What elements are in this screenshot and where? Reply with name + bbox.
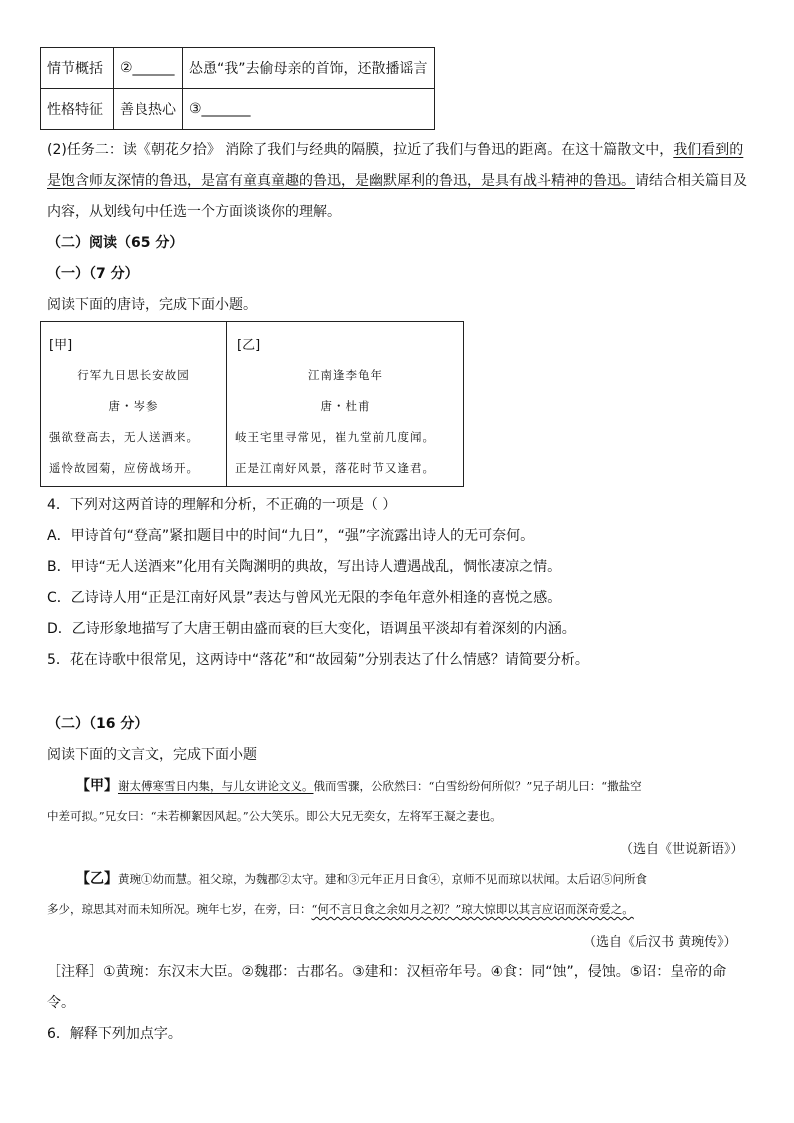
passage-jia-label: 【甲】: [76, 778, 118, 794]
notes-line1: ［注释］①黄琬：东汉末大臣。②魏郡：古郡名。③建和：汉桓帝年号。④食：同“蚀”，侵蚀。⑤诏：皇帝的命: [47, 964, 727, 980]
task2-line2: [47, 171, 747, 191]
passage-jia-source: （选自《世说新语》）: [620, 842, 744, 857]
task2-underlined: 我们看到的: [673, 142, 744, 158]
passage-jia-line1: [76, 776, 642, 796]
passage-jia-underlined: 谢太傅寒雪日内集，与儿女讲论文义。: [118, 779, 314, 793]
character-table: [40, 47, 435, 130]
poem-a-line2: 遥怜故园菊，应傍战场开。: [49, 461, 199, 475]
passage-yi-text: 黄琬①幼而慧。祖父琼，为魏郡②太守。建和③元年正月日食④，京师不见而琼以状闻。太后诏⑤问所食: [118, 872, 647, 886]
section-reading-heading: （二）阅读（65 分）: [47, 235, 184, 251]
question-6: 6．解释下列加点字。: [47, 1026, 182, 1042]
poem-b-tag: [乙]: [237, 338, 261, 353]
poem-b-line2: 正是江南好风景，落花时节又逢君。: [235, 461, 435, 475]
poem-b: [227, 322, 464, 486]
table-cell-blank[interactable]: ②______: [114, 48, 183, 89]
table-cell-trait: 善良热心: [114, 89, 183, 130]
task2-underlined: 是饱含师友深情的鲁迅，是富有童真童趣的鲁迅，是幽默犀利的鲁迅，是具有战斗精神的鲁迅。: [47, 173, 635, 189]
passage-yi-text: 多少，琼思其对而未知所况。琬年七岁，在旁，曰：: [47, 902, 312, 916]
poem-a-tag: [甲]: [49, 338, 73, 353]
poem-b-line1: 岐王宅里寻常见，崔九堂前几度闻。: [235, 430, 435, 444]
option-b[interactable]: B．甲诗“无人送酒来”化用有关陶渊明的典故，写出诗人遭遇战乱，惆怅凄凉之情。: [47, 559, 562, 575]
poem-a-title: 行军九日思长安故园: [77, 368, 190, 382]
passage-yi-underlined: “何不言日食之余如月之初？”琼大惊即以其言应诏而深奇爱之。: [311, 902, 634, 916]
poem-table: [40, 321, 464, 487]
part1-heading: （一）（7 分）: [47, 266, 139, 282]
table-row: [41, 48, 435, 89]
part2-heading: （二）（16 分）: [47, 716, 149, 732]
question-4: 4．下列对这两首诗的理解和分析，不正确的一项是（ ）: [47, 497, 397, 513]
question-5: 5．花在诗歌中很常见，这两诗中“落花”和“故园菊”分别表达了什么情感？请简要分析。: [47, 652, 589, 668]
option-a[interactable]: A．甲诗首句“登高”紧扣题目中的时间“九日”，“强”字流露出诗人的无可奈何。: [47, 528, 535, 544]
task2-line3: 内容，从划线句中任选一个方面谈谈你的理解。: [47, 204, 341, 220]
poem-a-author: 唐・岑参: [108, 399, 159, 413]
part2-instruction: 阅读下面的文言文，完成下面小题: [47, 747, 257, 763]
passage-yi-label: 【乙】: [76, 871, 118, 887]
poem-b-title: 江南逢李龟年: [308, 368, 383, 382]
table-cell-content: 怂恿“我”去偷母亲的首饰，还散播谣言: [183, 48, 435, 89]
table-row: [41, 89, 435, 130]
passage-jia-line2: 中差可拟。”兄女曰：“未若柳絮因风起。”公大笑乐。即公大兄无奕女，左将军王凝之妻也。: [47, 809, 502, 823]
passage-yi-line1: [76, 869, 647, 889]
option-c[interactable]: C．乙诗诗人用“正是江南好风景”表达与曾风光无限的李龟年意外相逢的喜悦之感。: [47, 590, 562, 606]
table-cell-label: 性格特征: [41, 89, 114, 130]
option-d[interactable]: D．乙诗形象地描写了大唐王朝由盛而衰的巨大变化，语调虽平淡却有着深刻的内涵。: [47, 621, 576, 637]
part1-instruction: 阅读下面的唐诗，完成下面小题。: [47, 297, 257, 313]
table-cell-label: 情节概括: [41, 48, 114, 89]
task2-text: 请结合相关篇目及: [635, 173, 747, 189]
poem-a-line1: 强欲登高去，无人送酒来。: [49, 430, 199, 444]
task2-line1: [47, 140, 743, 160]
passage-yi-line2: [47, 899, 634, 919]
poem-a: [41, 322, 226, 486]
passage-yi-source: （选自《后汉书 黄琬传》）: [583, 935, 737, 950]
passage-jia-text: 俄而雪骤，公欣然曰：“白雪纷纷何所似？”兄子胡儿曰：“撒盐空: [313, 779, 642, 793]
task2-text: (2)任务二：读《朝花夕拾》 消除了我们与经典的隔膜，拉近了我们与鲁迅的距离。在这十篇散文中，: [47, 142, 674, 158]
table-cell-blank[interactable]: ③_______: [183, 89, 435, 130]
notes-line2: 令。: [47, 995, 75, 1011]
poem-b-author: 唐・杜甫: [320, 399, 371, 413]
